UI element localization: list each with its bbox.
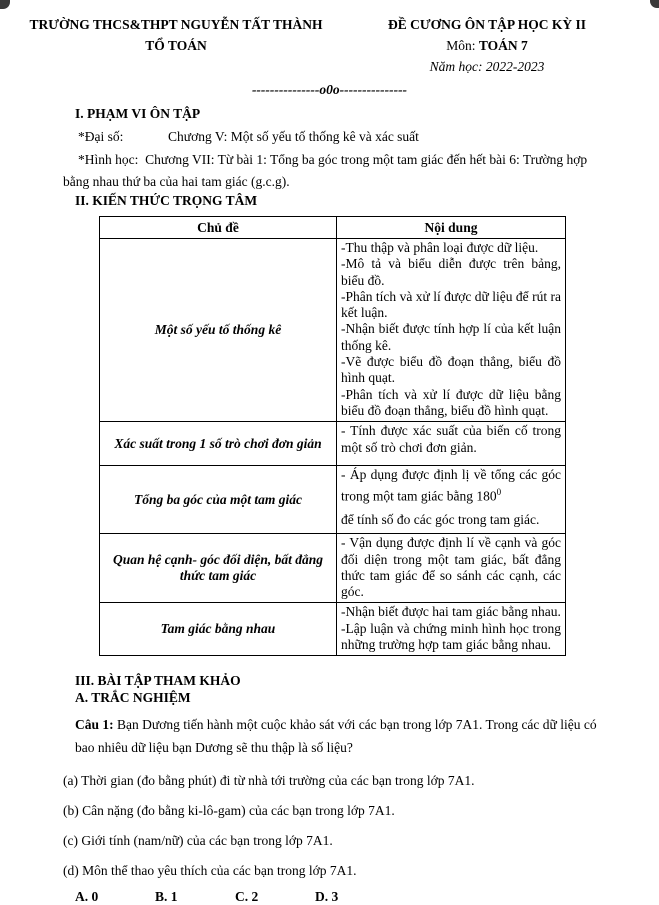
title-block xyxy=(352,14,622,77)
topic-cell: Tam giác bằng nhau xyxy=(100,603,337,656)
question-item-b: (b) Cân nặng (đo bằng ki-lô-gam) của các bạn trong lớp 7A1. xyxy=(63,803,395,819)
subject-label: Môn: xyxy=(446,38,479,53)
subject-line xyxy=(352,35,622,56)
geometry-text: Chương VII: Từ bài 1: Tổng ba góc trong một tam giác đến hết bài 6: Trường hợp bằng nhau thứ ba của hai tam giác (g.c.g). xyxy=(63,152,588,189)
department-name: TỔ TOÁN xyxy=(145,38,207,53)
knowledge-table xyxy=(99,216,566,656)
content-cell xyxy=(337,603,566,656)
topic-cell: Một số yếu tố thống kê xyxy=(100,239,337,422)
content-line: - Vận dụng được định lí về cạnh và góc đối diện trong một tam giác, bất đẳng thức tam giác để so sánh các cạnh, các góc. xyxy=(341,535,561,600)
content-text: - Áp dụng được định lị về tổng các góc trong một tam giác bằng 180 xyxy=(341,467,561,504)
superscript-zero: 0 xyxy=(496,486,502,497)
content-cell xyxy=(337,466,566,534)
question-text: Bạn Dương tiến hành một cuộc khảo sát với các bạn trong lớp 7A1. Trong các dữ liệu có bao nhiêu dữ liệu bạn Dương sẽ thu thập là số liệu? xyxy=(75,717,597,756)
topic-cell: Xác suất trong 1 số trò chơi đơn giản xyxy=(100,422,337,466)
content-line: -Vẽ được biểu đồ đoạn thẳng, biểu đồ hình quạt. xyxy=(341,354,561,386)
content-line: - Tính được xác suất của biến cố trong một số trò chơi đơn giản. xyxy=(341,423,561,455)
section2-heading: II. KIẾN THỨC TRỌNG TÂM xyxy=(75,193,258,208)
content-line: -Thu thập và phân loại được dữ liệu. xyxy=(341,240,539,255)
answer-option-b: B. 1 xyxy=(155,889,178,905)
topic-cell: Tổng ba góc của một tam giác xyxy=(100,466,337,534)
content-line: -Lập luận và chứng minh hình học trong những trường hợp tam giác bằng nhau. xyxy=(341,620,561,653)
geometry-scope-line xyxy=(63,149,593,193)
content-cell xyxy=(337,239,566,422)
table-header-row xyxy=(100,217,566,239)
document-header xyxy=(0,0,659,77)
table-row xyxy=(100,239,566,422)
table-header-content: Nội dung xyxy=(337,217,566,239)
answer-options xyxy=(63,889,599,905)
algebra-text: Chương V: Một số yếu tố thống kê và xác suất xyxy=(168,129,419,144)
question-item-c: (c) Giới tính (nam/nữ) của các bạn trong lớp 7A1. xyxy=(63,833,333,849)
answer-option-a: A. 0 xyxy=(75,889,99,905)
content-line: -Nhận biết được hai tam giác bằng nhau. xyxy=(341,604,561,620)
table-row xyxy=(100,603,566,656)
school-block xyxy=(0,14,352,77)
school-year: Năm học: 2022-2023 xyxy=(429,59,545,74)
question-item-a: (a) Thời gian (đo bằng phút) đi từ nhà tới trường của các bạn trong lớp 7A1. xyxy=(63,773,475,789)
ornament-divider: ---------------o0o--------------- xyxy=(251,82,408,97)
question-label: Câu 1: xyxy=(75,717,114,733)
content-cell xyxy=(337,534,566,603)
document-body xyxy=(0,106,659,905)
subject-value: TOÁN 7 xyxy=(478,38,528,53)
section3-heading: III. BÀI TẬP THAM KHẢO xyxy=(75,673,241,689)
content-line: -Phân tích và xử lí được dữ liệu bằng biểu đồ đoạn thẳng, biểu đồ hình quạt. xyxy=(341,386,561,418)
content-line: -Mô tả và biểu diễn được trên bảng, biểu đồ. xyxy=(341,256,561,288)
topic-cell: Quan hệ cạnh- góc đối diện, bất đẳng thức tam giác xyxy=(100,534,337,603)
question-item-d: (d) Môn thể thao yêu thích của các bạn trong lớp 7A1. xyxy=(63,863,357,879)
content-line: để tính số đo các góc trong tam giác. xyxy=(341,512,540,528)
table-row xyxy=(100,466,566,534)
content-line: -Phân tích và xử lí được dữ liệu để rút ra kết luận. xyxy=(341,288,561,321)
geometry-label: *Hình học: xyxy=(78,152,139,167)
table-row xyxy=(100,422,566,466)
algebra-label: *Đại số: xyxy=(78,129,124,144)
algebra-scope-line xyxy=(78,126,599,148)
question-1 xyxy=(75,713,603,759)
table-row xyxy=(100,534,566,603)
content-line: -Nhận biết được tính hợp lí của kết luận thống kê. xyxy=(341,321,561,353)
answer-option-c: C. 2 xyxy=(235,889,259,905)
school-name: TRƯỜNG THCS&THPT NGUYỄN TẤT THÀNH xyxy=(29,17,323,32)
section1-heading: I. PHẠM VI ÔN TẬP xyxy=(75,106,201,121)
document-title: ĐỀ CƯƠNG ÔN TẬP HỌC KỲ II xyxy=(387,17,587,32)
table-header-topic: Chủ đề xyxy=(100,217,337,239)
content-cell xyxy=(337,422,566,466)
answer-option-d: D. 3 xyxy=(315,889,339,905)
content-line xyxy=(341,467,561,504)
section3-subheading: A. TRẮC NGHIỆM xyxy=(75,690,191,706)
